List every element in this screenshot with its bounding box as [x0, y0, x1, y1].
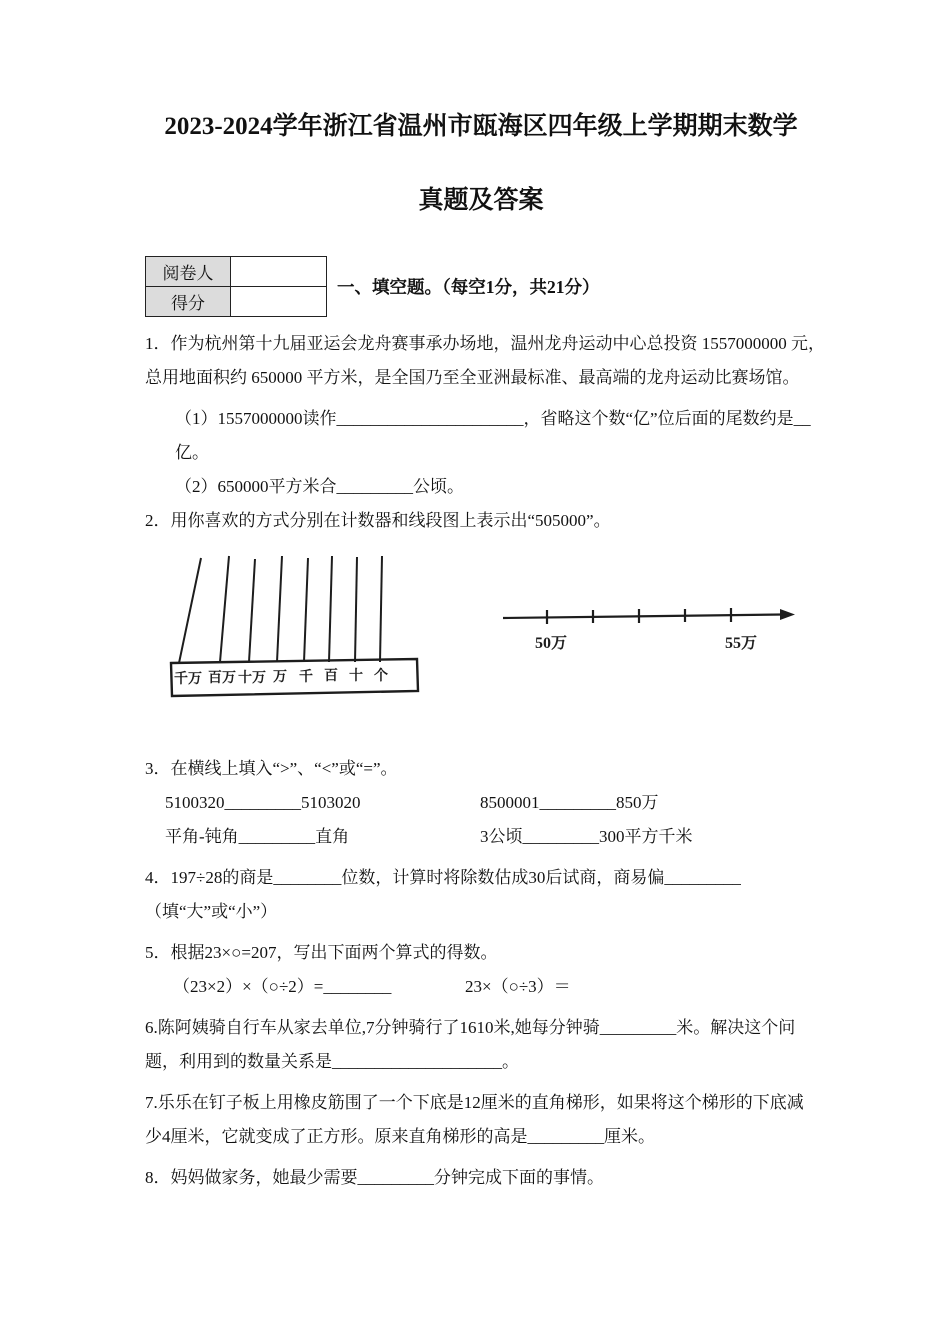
q7-line1: 7.乐乐在钉子板上用橡皮筋围了一个下底是12厘米的直角梯形，如果将这个梯形的下底减	[145, 1093, 804, 1112]
q4-line1: 4．197÷28的商是________位数，计算时将除数估成30后试商，商易偏_________	[145, 868, 741, 887]
counter-label-qianwan: 千万	[174, 672, 202, 687]
number-line-label-right: 55万	[724, 635, 758, 652]
counter-label-baiwan: 百万	[208, 671, 236, 686]
counter-rod	[355, 557, 357, 662]
counter-rod	[220, 556, 229, 662]
counter-rod	[249, 559, 255, 662]
exam-title-line2: 真题及答案	[418, 187, 544, 214]
number-line-figure	[497, 600, 797, 660]
q5-line1: 5．根据23×○=207，写出下面两个算式的得数。	[145, 943, 498, 962]
counter-rod	[304, 558, 308, 662]
q3-row2-left: 平角-钝角_________直角	[165, 827, 350, 846]
q6-line2: 题，利用到的数量关系是____________________。	[145, 1052, 519, 1071]
section-heading: 一、填空题。（每空1分，共21分）	[337, 277, 600, 297]
counter-label-bai: 百	[324, 669, 338, 684]
q3-row1-left: 5100320_________5103020	[165, 793, 361, 812]
q3-row2	[145, 820, 817, 854]
q5-left-expression: （23×2）×（○÷2）=________	[173, 977, 392, 996]
q7-line2: 少4厘米，它就变成了正方形。原来直角梯形的高是_________厘米。	[145, 1127, 655, 1146]
number-line-arrow	[780, 609, 795, 620]
counter-label-wan: 万	[273, 670, 287, 685]
counter-label-shi: 十	[349, 669, 363, 684]
q4-line2: （填“大”或“小”）	[145, 902, 278, 921]
score-table-row-reviewer	[146, 257, 327, 287]
counter-label-shiwan: 十万	[238, 671, 266, 686]
score-empty-cell	[231, 287, 327, 317]
place-value-counter-figure	[163, 552, 425, 702]
reviewer-empty-cell	[231, 257, 327, 287]
q3-row1-right: 8500001_________850万	[480, 793, 659, 812]
q1-sub1-line1: （1）1557000000读作______________________，省略这个数“亿”位后面的尾数约是__	[175, 409, 811, 428]
q3-text: 3．在横线上填入“>”、“<”或“=”。	[145, 759, 398, 778]
q3-row2-right: 3公顷_________300平方千米	[480, 827, 693, 846]
exam-title-line1: 2023-2024学年浙江省温州市瓯海区四年级上学期期末数学	[164, 113, 798, 140]
q5-right-expression: 23×（○÷3）＝	[465, 977, 571, 996]
counter-label-ge: 个	[374, 669, 388, 684]
q1-sub1-line2: 亿。	[175, 443, 209, 462]
q1-sub2: （2）650000平方米合_________公顷。	[175, 477, 464, 496]
q6-line1: 6.陈阿姨骑自行车从家去单位,7分钟骑行了1610米,她每分钟骑_________米。解决这个问	[145, 1018, 796, 1037]
q3-row1	[145, 786, 817, 820]
q5-row	[145, 970, 817, 1004]
q2-text: 2．用你喜欢的方式分别在计数器和线段图上表示出“505000”。	[145, 511, 611, 530]
q8-text: 8．妈妈做家务，她最少需要_________分钟完成下面的事情。	[145, 1168, 604, 1187]
q1-line1: 1．作为杭州第十九届亚运会龙舟赛事承办场地，温州龙舟运动中心总投资 1557000000 元，	[145, 334, 825, 353]
counter-rod	[277, 556, 282, 662]
q1-line2: 总用地面积约 650000 平方米，是全国乃至全亚洲最标准、最高端的龙舟运动比赛场馆。	[145, 368, 800, 387]
counter-rod	[329, 556, 332, 662]
header-row	[145, 256, 817, 317]
score-table-row-score	[146, 287, 327, 317]
reviewer-label-cell: 阅卷人	[146, 257, 231, 287]
number-line-label-left: 50万	[534, 635, 568, 652]
counter-rod	[380, 556, 382, 662]
score-label-cell: 得分	[146, 287, 231, 317]
q2-figure	[145, 552, 817, 714]
counter-label-qian: 千	[299, 670, 313, 685]
number-line	[503, 615, 783, 619]
exam-content	[145, 0, 825, 1195]
counter-rod	[179, 558, 201, 663]
score-table	[145, 256, 327, 317]
